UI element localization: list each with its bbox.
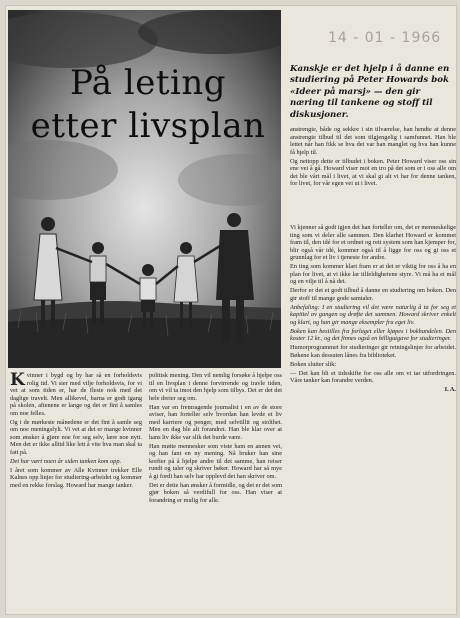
paragraph: Han var en fremragende journalist i en av de store aviser, han forteller selv hvordan han levde et liv med karriere og penger, med selvtillit og stolthet. Men en dag ble alt forandret. Han ble klar over at hans liv ikke var slik det burde være. [149,403,282,441]
paragraph: Han møtte mennesker som viste ham en annen vei, og han fant en ny mening. Nå bruker han sine krefter på å hjelpe andre til det samme, han reiser rundt og taler og skriver bøker. Howard har så mye å gi fordi han selv har opplevd det han skriver om. [149,442,282,480]
magazine-page [5,5,457,615]
right-column-top [290,126,456,218]
paragraph: Boken kan bestilles fra forlaget eller kjøpes i bokhandelen. Den koster 12 kr., og det finnes også en billigutgave for studieringer. [290,327,456,342]
paragraph: Anbefaling: I en studiering vil det være naturlig å ta for seg et kapittel av gangen og drøfte det sammen. Howard skriver enkelt og klart, og han gir mange eksempler fra eget liv. [290,303,456,326]
paragraph: I året som kommer av Alle Kvinner trekker Elle Kalnes opp linjer for studiering-arbeidet og kommer med en rekke forslag. Howard har mange tanker. [10,466,142,489]
right-column [290,224,456,612]
paragraph: — Det kan bli et tidsskifte for oss alle om vi tar utfordringen. Våre tanker kan forandre verden. [290,369,456,384]
paragraph: Derfor er det et godt tilbud å danne en studiering om boken. Den gir stoff til mange gode samtaler. [290,287,456,302]
date-stamp: 14 - 01 - 1966 [328,30,442,46]
headline [28,62,268,148]
paragraph: Vi kjenner så godt igjen det han forteller om, det er menneskelige ting som vi deler alle sammen. Den klarhet Howard er kommet fram til, den idé for et ordnet og rett system som han kjemper for, blir også vår idé, kommer også til å ligge for oss og gi oss et grunnlag for et liv i tjeneste for andre. [290,224,456,261]
paragraph: anstrengte, både og sekkre i sin tilværelse, han hendte at denne anstrengte tilbud til det som tilgjengelig i samfunnet. Han ble lettet når han fikk se hva det var han manglet og hva han kunne få hjelp til. [290,126,456,156]
paragraph: Og nettopp dette er tilbudet i boken. Peter Howard viser oss sin ene vei å gå. Howard viser mot en tro på det som er i oss alle om det ble vårt mål i livet, at vi skal gi alt vi har for denne tanken, for livet, for vår egen vei ut i livet. [290,157,456,187]
headline-line-1: På leting [69,63,227,103]
paragraph-italic: Det har vært noen år siden tanken kom opp. [10,457,122,465]
paragraph: Boken slutter slik: [290,360,337,368]
paragraph: politisk mening. Den vil nemlig forsøke å hjelpe oss til en livsplan i denne forvirrende og travle tiden, om vi vil ta imot den hjelp som tilbys. Det er det det hele dreier seg om. [149,372,282,402]
drop-cap: K [10,372,25,390]
article-photo [8,10,281,368]
headline-line-2: etter livsplan [30,106,266,146]
paragraph: Og i de mørkeste månedene er det fint å samle seg om noe meningsfylt. Vi vet at det er mange kvinner som ønsker å gjøre noe for seg selv, lære noe nytt. Men det er ikke alltid like lett å vite hva man skal ta fatt på. [10,418,142,456]
author-signature: I. A. [444,386,456,393]
paragraph: Humorprogrammet for studieringer gir retningslinjer for arbeidet. Bøkene kan dessuten lånes fra biblioteket. [290,344,456,359]
paragraph: En ting som kommer klart fram er at det er viktig for oss å ha en plan for livet, at vi ikke lar tilfeldighetene styre. Vi må ha et mål og en vilje til å nå det. [290,263,456,285]
paragraph-text: vinner i bygd og by har så en forholdsvis rolig tid. Vi sier med vilje forholdsvis, for vi vet at som tiden er, har de fleste nok med det daglige travelt. Men allikevel, barna er godt igang på skolen, aftenene er lange og det er fint å samles om noe felles. [10,372,142,417]
lead-paragraph: Kanskje er det hjelp i å danne en studiering på Peter Howards bok «Ideer på marsj» — den gir næring til tankene og stoff til diskusjoner. [290,64,450,120]
left-column [10,372,142,612]
paragraph-first [10,372,142,417]
middle-column [149,372,282,612]
paragraph: Det er dette han ønsker å formidle, og det er det som gjør boken så verdifull for oss. Han viser at forandring er mulig for alle. [149,481,282,504]
